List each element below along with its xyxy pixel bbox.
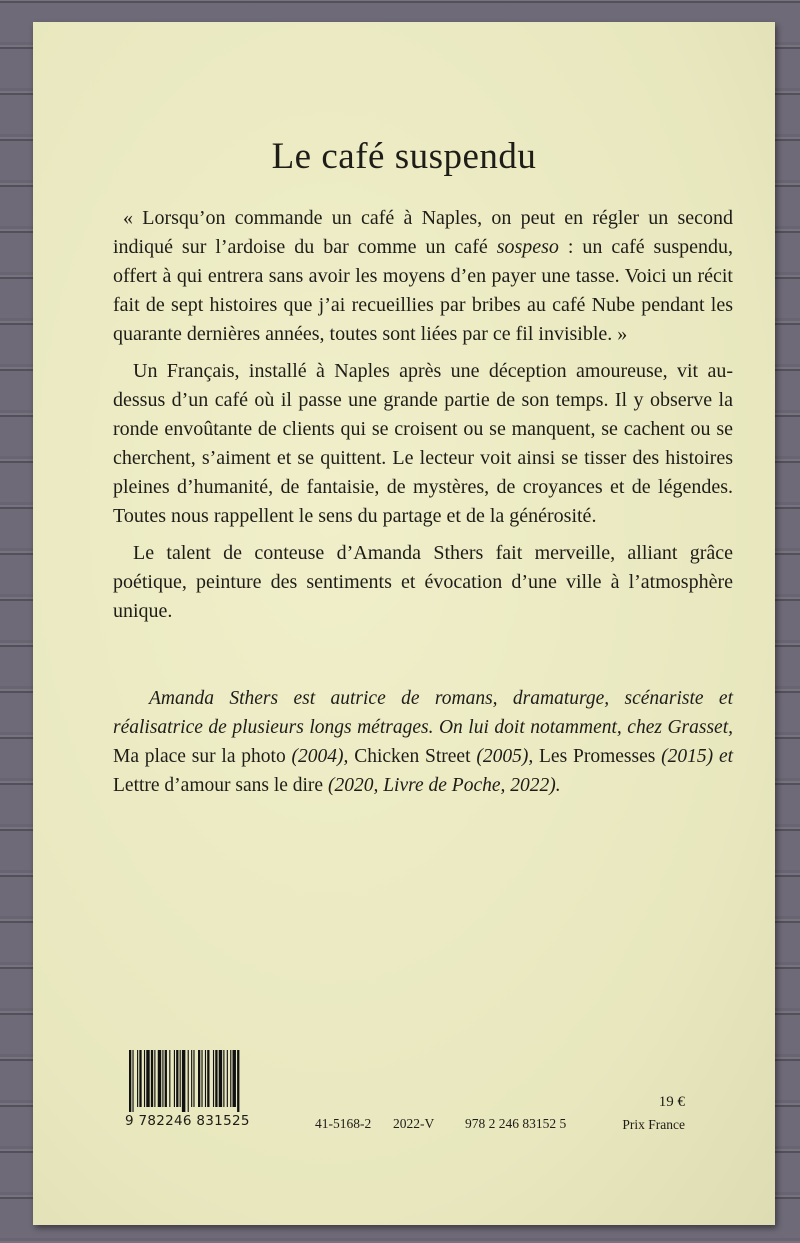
blurb-quote-paragraph	[113, 204, 733, 349]
barcode-digits: 9 782246 831525	[125, 1113, 250, 1129]
barcode-bar	[219, 1050, 222, 1107]
code-edition: 2022-V	[393, 1116, 435, 1131]
blurb-quote-before: « Lorsqu’on commande un café à Naples, on peut en régler un second indiqué sur l’ardoise du bar comme un café	[113, 207, 733, 258]
barcode-bar	[233, 1050, 236, 1107]
barcode-bar	[191, 1050, 192, 1107]
blurb-summary-paragraph: Un Français, installé à Naples après une déception amoureuse, vit au-dessus d’un café où il passe une grande partie de son temps. Il y observe la ronde envoûtante de clients qui se croisent ou se manquent, se cachent ou se cherchent, s’aiment et se quittent. Le lecteur voit ainsi se tisser des histoires pleines d’humanité, de fantaisie, de mystères, de croyances et de légendes. Toutes nous rappellent le sens du partage et de la générosité.	[113, 360, 733, 527]
barcode-bar	[174, 1050, 175, 1107]
blurb-quote-after: : un café suspendu, offert à qui entrera sans avoir les moyens d’en payer une tasse. Voici un récit fait de sept histoires que j’ai recueillies par bribes au café Nube pendant les quarante dernières années, toutes sont liées par ce fil invisible. »	[113, 236, 733, 345]
barcode-bar	[237, 1050, 239, 1112]
barcode-bar	[227, 1050, 228, 1107]
barcode-bar	[146, 1050, 149, 1107]
barcode-bar	[201, 1050, 202, 1107]
price: 19 €	[658, 1094, 685, 1110]
author-bio-paragraph	[113, 684, 733, 800]
barcode-bar	[198, 1050, 200, 1107]
barcode-bar	[151, 1050, 153, 1107]
barcode-bar	[165, 1050, 167, 1107]
book-title-3: Les Promesses	[533, 746, 656, 767]
book-back-cover	[33, 22, 775, 1225]
book-year-4: (2020, Livre de Poche, 2022).	[323, 775, 561, 796]
barcode-bar	[207, 1050, 209, 1107]
price-label: Prix France	[622, 1117, 685, 1132]
barcode-bar	[215, 1050, 217, 1107]
barcode-bar	[182, 1050, 185, 1112]
barcode-bar	[205, 1050, 206, 1107]
barcode-bar	[188, 1050, 189, 1112]
book-year-2: (2005),	[470, 746, 534, 767]
barcode-bar	[230, 1050, 231, 1107]
barcode-bar	[176, 1050, 178, 1107]
blurb-quote-italic-word: sospeso	[496, 236, 559, 258]
barcode-bar	[137, 1050, 138, 1107]
barcode-bar	[139, 1050, 141, 1107]
barcode-bars	[125, 1050, 271, 1112]
barcode-bar	[129, 1050, 131, 1112]
barcode	[125, 1050, 271, 1129]
barcode-bar	[180, 1050, 181, 1107]
barcode-bar	[213, 1050, 214, 1107]
code-reference: 41-5168-2	[315, 1116, 372, 1131]
book-title: Le café suspendu	[271, 136, 537, 177]
barcode-bar	[162, 1050, 163, 1107]
book-title-2: Chicken Street	[354, 746, 471, 767]
barcode-bar	[154, 1050, 155, 1107]
barcode-bar	[132, 1050, 133, 1112]
book-title-1: Ma place sur la photo	[113, 746, 286, 767]
book-year-1: (2004),	[285, 746, 355, 767]
blurb-praise-paragraph: Le talent de conteuse d’Amanda Sthers fait merveille, alliant grâce poétique, peinture des sentiments et évocation d’une ville à l’atmosphère unique.	[113, 542, 733, 622]
book-title-4: Lettre d’amour sans le dire	[113, 775, 324, 796]
blurb	[113, 204, 733, 634]
isbn-text: 978 2 246 83152 5	[465, 1116, 567, 1131]
author-bio-intro: Amanda Sthers est autrice de romans, dramaturge, scénariste et réalisatrice de plusieurs longs métrages. On lui doit notamment, chez Grasset,	[113, 688, 733, 738]
barcode-bar	[144, 1050, 145, 1107]
barcode-bar	[169, 1050, 170, 1107]
author-bio	[113, 684, 733, 800]
barcode-bar	[223, 1050, 224, 1107]
barcode-bar	[158, 1050, 161, 1107]
book-year-3: (2015) et	[655, 746, 734, 767]
barcode-bar	[193, 1050, 194, 1107]
